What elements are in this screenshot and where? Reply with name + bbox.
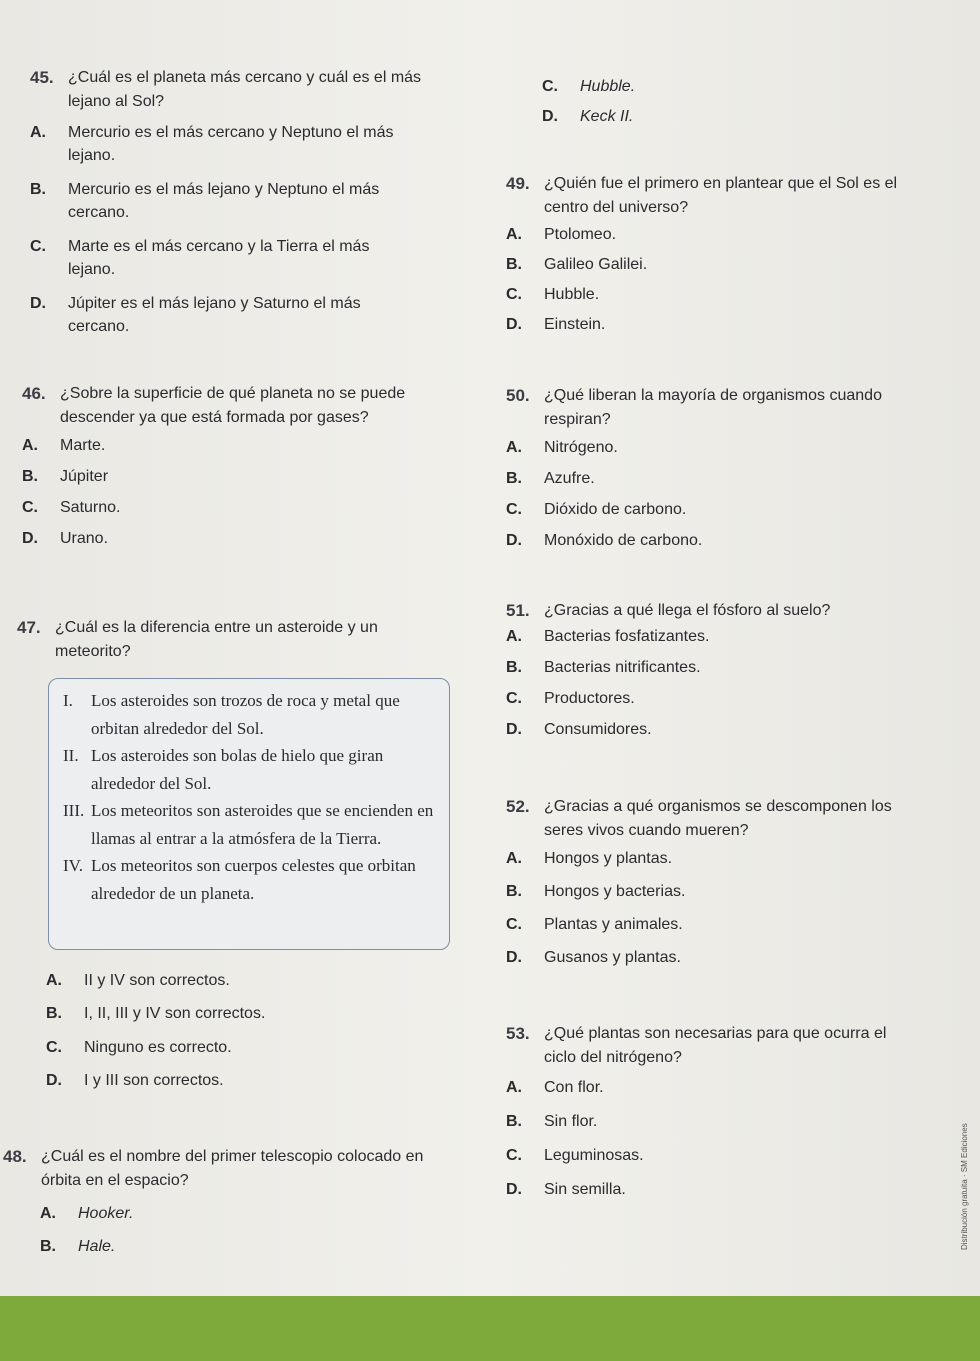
question-51-prompt <box>506 599 924 623</box>
question-48-options-left <box>40 1202 240 1268</box>
option-a[interactable] <box>30 121 418 178</box>
option-b[interactable] <box>22 465 442 496</box>
option-d[interactable] <box>506 313 926 343</box>
option-letter: D. <box>542 108 558 125</box>
question-48-options-right <box>542 75 742 135</box>
statement-text: Los meteoritos son cuerpos celestes que orbitan alrededor de un planeta. <box>91 856 416 903</box>
question-47-prompt <box>17 616 425 664</box>
option-text: Ninguno es correcto. <box>84 1039 232 1056</box>
option-letter: C. <box>506 286 522 303</box>
question-45 <box>30 66 450 349</box>
option-text: Consumidores. <box>544 721 652 738</box>
option-letter: C. <box>506 690 522 707</box>
option-letter: A. <box>506 628 522 645</box>
question-text: ¿Sobre la superficie de qué planeta no se puede descender ya que está formada por gases? <box>60 385 406 426</box>
question-52 <box>506 795 926 979</box>
option-letter: A. <box>30 124 46 141</box>
statement-roman: II. <box>63 746 79 765</box>
option-letter: D. <box>506 316 522 333</box>
option-c[interactable] <box>30 235 398 292</box>
option-letter: B. <box>506 256 522 273</box>
statement-roman: IV. <box>63 856 83 875</box>
option-letter: C. <box>506 1147 522 1164</box>
question-text: ¿Cuál es el planeta más cercano y cuál es el más lejano al Sol? <box>68 69 422 110</box>
option-text: Galileo Galilei. <box>544 256 648 273</box>
option-c[interactable] <box>506 283 926 313</box>
side-note <box>940 1000 970 1250</box>
option-letter: B. <box>46 1005 62 1022</box>
option-b[interactable] <box>46 1002 426 1036</box>
option-letter: D. <box>506 1181 522 1198</box>
option-text: Keck II. <box>580 108 634 125</box>
option-d[interactable] <box>506 529 926 560</box>
statement-text: Los asteroides son bolas de hielo que giran alrededor del Sol. <box>91 746 384 793</box>
option-text: Ptolomeo. <box>544 226 617 243</box>
option-letter: B. <box>22 468 38 485</box>
option-d[interactable] <box>46 1069 426 1102</box>
option-text: Mercurio es el más lejano y Neptuno el más cercano. <box>68 181 380 221</box>
option-c[interactable] <box>506 498 926 529</box>
question-number: 46. <box>22 384 46 403</box>
option-text: Con flor. <box>544 1079 604 1096</box>
option-a[interactable] <box>506 847 926 880</box>
option-letter: A. <box>22 437 38 454</box>
option-d[interactable] <box>30 292 388 349</box>
statement-roman: I. <box>63 691 73 710</box>
question-text: ¿Qué plantas son necesarias para que ocurra el ciclo del nitrógeno? <box>544 1025 887 1066</box>
option-text: I y III son correctos. <box>84 1072 224 1089</box>
option-letter: A. <box>40 1205 56 1222</box>
option-text: Júpiter <box>60 468 109 485</box>
option-b[interactable] <box>30 178 418 235</box>
option-letter: C. <box>46 1039 62 1056</box>
option-text: Leguminosas. <box>544 1147 644 1164</box>
option-a[interactable] <box>506 436 926 467</box>
question-47 <box>17 616 437 664</box>
question-text: ¿Gracias a qué organismos se descomponen los seres vivos cuando mueren? <box>544 798 892 839</box>
question-46 <box>22 382 442 558</box>
question-text: ¿Quién fue el primero en plantear que el Sol es el centro del universo? <box>544 175 898 216</box>
option-letter: C. <box>22 499 38 516</box>
option-letter: D. <box>506 532 522 549</box>
option-text: Júpiter es el más lejano y Saturno el más cercano. <box>68 295 361 335</box>
option-a[interactable] <box>506 1076 926 1110</box>
option-text: Sin flor. <box>544 1113 598 1130</box>
option-a[interactable] <box>22 434 442 465</box>
option-letter: B. <box>506 883 522 900</box>
option-letter: A. <box>506 226 522 243</box>
question-text: ¿Gracias a qué llega el fósforo al suelo? <box>544 602 831 619</box>
option-b[interactable] <box>506 1110 926 1144</box>
question-49 <box>506 172 926 343</box>
question-48 <box>3 1145 453 1193</box>
question-number: 49. <box>506 174 530 193</box>
option-a[interactable] <box>46 969 426 1002</box>
statement-item <box>63 742 439 797</box>
option-letter: C. <box>506 501 522 518</box>
statement-roman: III. <box>63 801 85 820</box>
option-letter: D. <box>506 721 522 738</box>
question-46-prompt <box>22 382 440 430</box>
option-text: Hongos y plantas. <box>544 850 673 867</box>
option-b[interactable] <box>506 253 926 283</box>
option-text: Hooker. <box>78 1205 134 1222</box>
option-text: Marte. <box>60 437 106 454</box>
option-text: Bacterias nitrificantes. <box>544 659 701 676</box>
question-text: ¿Cuál es la diferencia entre un asteroide y un meteorito? <box>55 619 378 660</box>
option-text: Einstein. <box>544 316 606 333</box>
option-letter: A. <box>506 439 522 456</box>
option-text: Urano. <box>60 530 109 547</box>
option-text: Monóxido de carbono. <box>544 532 703 549</box>
option-c[interactable] <box>22 496 442 527</box>
option-c[interactable] <box>46 1036 426 1069</box>
option-text: II y IV son correctos. <box>84 972 230 989</box>
option-a[interactable] <box>506 625 926 656</box>
option-letter: A. <box>506 1079 522 1096</box>
question-45-prompt <box>30 66 428 114</box>
option-text: Hubble. <box>544 286 600 303</box>
option-c[interactable] <box>542 75 742 105</box>
side-note-text: Distribución gratuita · SM Ediciones <box>960 1123 969 1250</box>
statement-item <box>63 797 439 852</box>
question-52-prompt <box>506 795 914 843</box>
option-text: Gusanos y plantas. <box>544 949 681 966</box>
option-text: Plantas y animales. <box>544 916 683 933</box>
option-letter: D. <box>46 1072 62 1089</box>
statements-box <box>48 678 450 950</box>
statement-text: Los meteoritos son asteroides que se encienden en llamas al entrar a la atmósfera de la Tierra. <box>91 801 434 848</box>
option-text: I, II, III y IV son correctos. <box>84 1005 266 1022</box>
option-d[interactable] <box>506 718 926 749</box>
option-a[interactable] <box>506 223 926 253</box>
question-text: ¿Cuál es el nombre del primer telescopio colocado en órbita en el espacio? <box>41 1148 424 1189</box>
option-letter: B. <box>506 1113 522 1130</box>
option-text: Saturno. <box>60 499 121 516</box>
question-number: 52. <box>506 797 530 816</box>
question-53 <box>506 1022 926 1212</box>
option-c[interactable] <box>506 913 926 946</box>
question-text: ¿Qué liberan la mayoría de organismos cuando respiran? <box>544 387 882 428</box>
question-49-prompt <box>506 172 914 220</box>
option-d[interactable] <box>506 946 926 979</box>
question-51 <box>506 599 926 749</box>
option-b[interactable] <box>506 880 926 913</box>
option-letter: D. <box>30 295 46 312</box>
option-letter: A. <box>506 850 522 867</box>
option-text: Dióxido de carbono. <box>544 501 687 518</box>
option-text: Sin semilla. <box>544 1181 626 1198</box>
option-letter: C. <box>30 238 46 255</box>
option-letter: B. <box>506 659 522 676</box>
statement-text: Los asteroides son trozos de roca y metal que orbitan alrededor del Sol. <box>91 691 400 738</box>
option-text: Hale. <box>78 1238 116 1255</box>
option-letter: D. <box>22 530 38 547</box>
option-text: Nitrógeno. <box>544 439 618 456</box>
option-letter: B. <box>40 1238 56 1255</box>
option-b[interactable] <box>506 467 926 498</box>
question-number: 48. <box>3 1147 27 1166</box>
option-d[interactable] <box>22 527 442 558</box>
question-number: 45. <box>30 68 54 87</box>
option-text: Hongos y bacterias. <box>544 883 686 900</box>
question-48-prompt <box>3 1145 461 1193</box>
option-d[interactable] <box>506 1178 926 1212</box>
option-c[interactable] <box>506 1144 926 1178</box>
option-b[interactable] <box>40 1235 240 1268</box>
option-letter: C. <box>506 916 522 933</box>
statement-item <box>63 852 439 907</box>
option-letter: C. <box>542 78 558 95</box>
option-text: Bacterias fosfatizantes. <box>544 628 710 645</box>
question-number: 53. <box>506 1024 530 1043</box>
option-letter: B. <box>30 181 46 198</box>
option-letter: A. <box>46 972 62 989</box>
question-number: 47. <box>17 618 41 637</box>
question-number: 50. <box>506 386 530 405</box>
question-number: 51. <box>506 601 530 620</box>
question-50 <box>506 384 926 560</box>
question-53-prompt <box>506 1022 914 1070</box>
option-letter: B. <box>506 470 522 487</box>
question-47-options <box>46 969 426 1102</box>
option-text: Hubble. <box>580 78 636 95</box>
option-letter: D. <box>506 949 522 966</box>
option-b[interactable] <box>506 656 926 687</box>
question-50-prompt <box>506 384 914 432</box>
option-d[interactable] <box>542 105 742 135</box>
option-text: Marte es el más cercano y la Tierra el más lejano. <box>68 238 370 278</box>
statement-item <box>63 687 439 742</box>
option-a[interactable] <box>40 1202 240 1235</box>
option-c[interactable] <box>506 687 926 718</box>
option-text: Azufre. <box>544 470 595 487</box>
option-text: Productores. <box>544 690 635 707</box>
option-text: Mercurio es el más cercano y Neptuno el más lejano. <box>68 124 394 164</box>
footer-band <box>0 1296 980 1361</box>
